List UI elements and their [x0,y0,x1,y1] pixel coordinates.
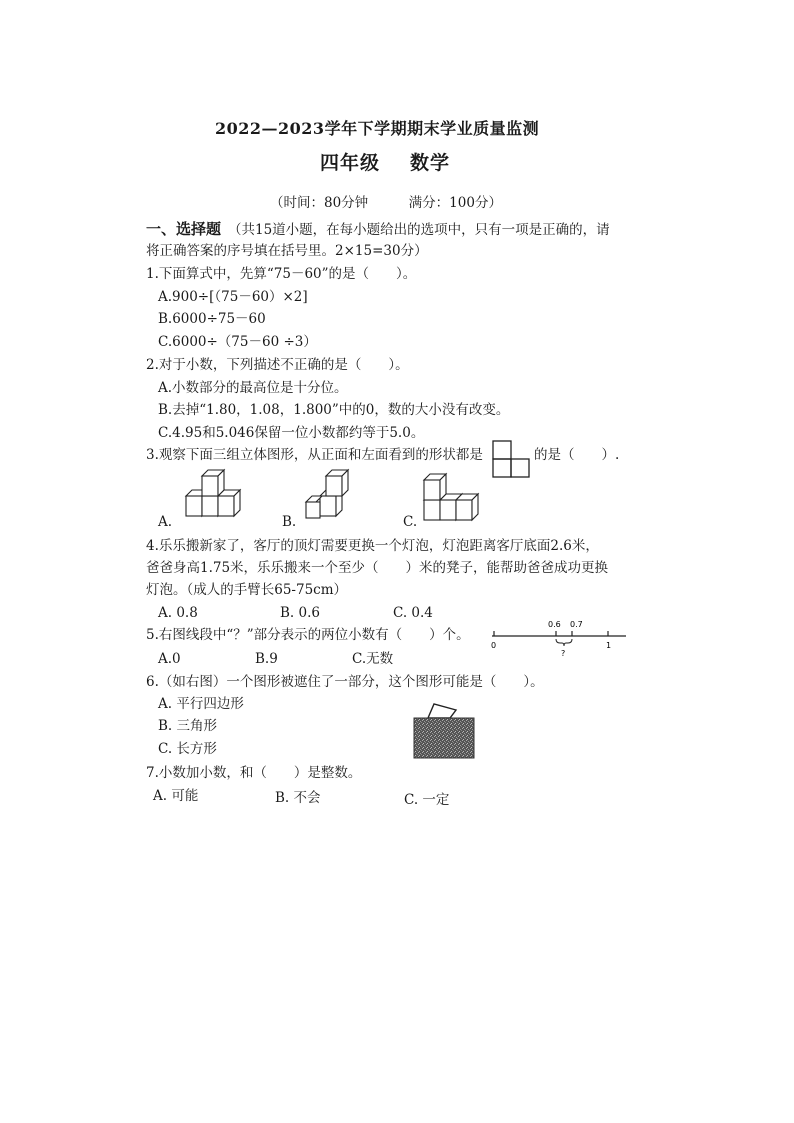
q5-numberline-mark2: 0.7 [570,620,583,629]
q3-option-c: C. [403,514,418,530]
q6-option-a: A. 平行四边形 [158,696,244,712]
q6-hidden-shape-icon [410,700,480,762]
q6-stem: 6.（如右图）一个图形被遮住了一部分，这个图形可能是（ ）。 [146,674,544,690]
q4-option-a: A. 0.8 [158,605,198,621]
q2-option-b: B.去掉“1.80，1.08，1.800”中的0，数的大小没有改变。 [158,402,510,418]
q3-option-a: A. [158,514,173,530]
q1-stem: 1.下面算式中，先算“75－60”的是（ ）。 [146,266,417,282]
q4-stem-line1: 4.乐乐搬新家了，客厅的顶灯需要更换一个灯泡，灯泡距离客厅底面2.6米， [146,538,599,554]
q1-option-c: C.6000÷（75－60 ÷3） [158,334,317,350]
q5-option-b: B.9 [255,651,278,667]
section-instruction-2: 将正确答案的序号填在括号里。2×15=30分） [146,243,428,259]
q7-option-c: C. 一定 [404,792,450,808]
q2-option-a: A.小数部分的最高位是十分位。 [158,380,348,396]
q1-option-a: A.900÷[（75－60）×2] [158,289,308,305]
q3-option-b: B. [282,514,297,530]
q5-numberline-end: 1 [606,641,612,650]
q2-stem: 2.对于小数，下列描述不正确的是（ ）。 [146,357,409,373]
q7-option-a: A. 可能 [153,788,199,804]
q7-stem: 7.小数加小数，和（ ）是整数。 [146,765,362,781]
grade-label: 四年级 [320,152,381,174]
q3-cubes-b-icon [300,470,360,522]
subject-label: 数学 [410,152,451,174]
q5-option-a: A.0 [158,651,181,667]
exam-title: 2022—2023学年下学期期末学业质量监测 [215,119,540,138]
q3-cubes-a-icon [180,470,250,522]
q5-option-c: C.无数 [352,651,394,667]
q5-numberline-question: ? [561,649,566,658]
q3-cubes-c-icon [420,470,484,526]
section-heading: 一、选择题 [146,220,222,238]
q7-option-b: B. 不会 [275,790,321,806]
q4-option-c: C. 0.4 [393,605,433,621]
q5-number-line [490,616,630,660]
section-instruction-1: （共15道小题，在每小题给出的选项中，只有一项是正确的，请 [228,222,610,238]
q5-stem: 5.右图线段中“？”部分表示的两位小数有（ ）个。 [146,627,470,643]
q5-numberline-mark1: 0.6 [548,620,561,629]
q5-numberline-start: 0 [491,641,497,650]
q3-view-shape-icon [492,440,532,480]
q6-option-c: C. 长方形 [158,741,217,757]
q4-option-b: B. 0.6 [280,605,320,621]
q4-stem-line2: 爸爸身高1.75米，乐乐搬来一个至少（ ）米的凳子，能帮助爸爸成功更换 [146,560,609,576]
q3-stem-after: 的是（ ）. [534,447,620,463]
q6-option-b: B. 三角形 [158,718,218,734]
exam-meta: （时间：80分钟 满分：100分） [270,195,502,211]
q4-stem-line3: 灯泡。（成人的手臂长65-75cm） [146,582,348,598]
q1-option-b: B.6000÷75－60 [158,311,266,327]
q2-option-c: C.4.95和5.046保留一位小数都约等于5.0。 [158,425,425,441]
q3-stem-before: 3.观察下面三组立体图形，从正面和左面看到的形状都是 [146,447,483,463]
